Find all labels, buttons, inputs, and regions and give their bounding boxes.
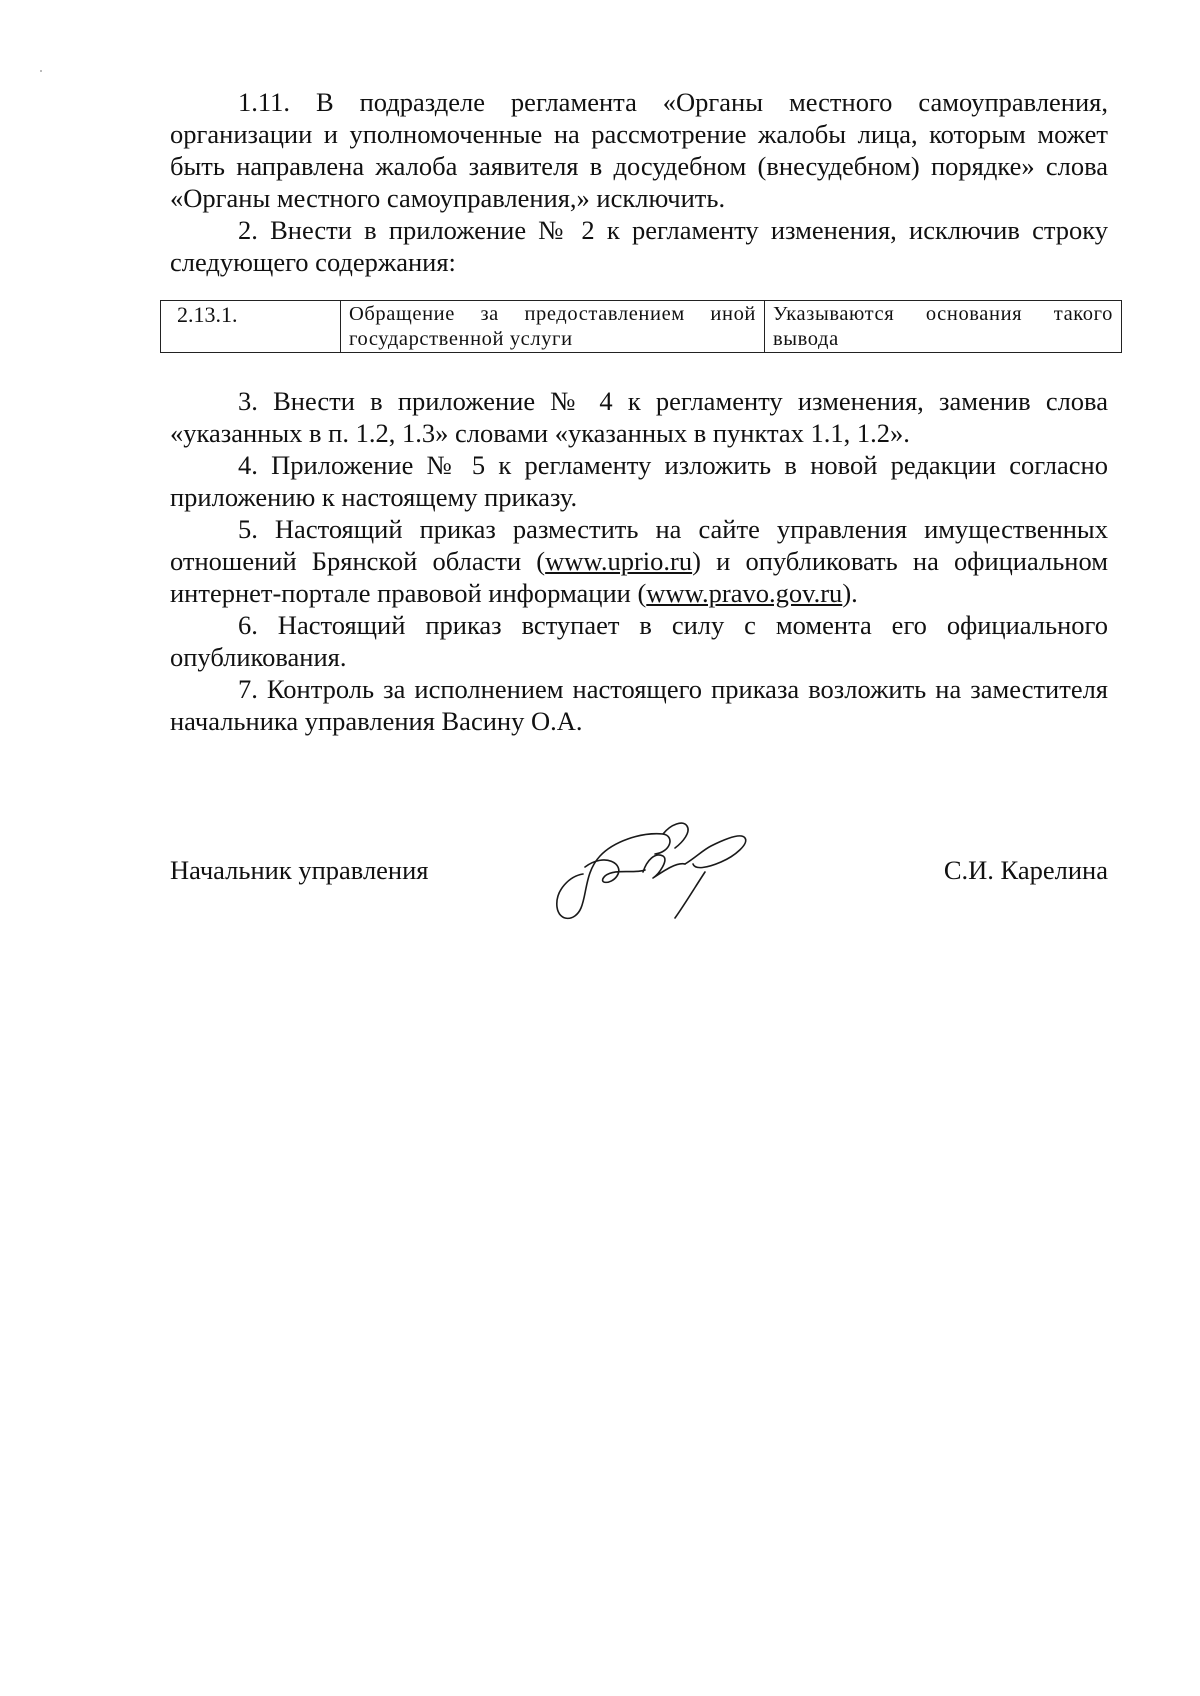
document-body — [170, 86, 1113, 737]
paragraph-2: 2. Внести в приложение № 2 к регламенту изменения, исключив строку следующего содержания: — [170, 215, 1108, 277]
scan-artifact — [40, 70, 42, 72]
paragraph-4: 4. Приложение № 5 к регламенту изложить в новой редакции согласно приложению к настоящему приказу. — [170, 450, 1108, 512]
paragraph-5 — [170, 513, 1108, 609]
table-cell-number: 2.13.1. — [161, 301, 341, 353]
handwritten-signature — [545, 812, 760, 927]
paragraph-1-11: 1.11. В подразделе регламента «Органы местного самоуправления, организации и уполномоченные на рассмотрение жалобы лица, которым может быть направлена жалоба заявителя в досудебном (внесудебном) порядке» слова «Органы местного самоуправления,» исключить. — [170, 87, 1108, 213]
paragraph-5-text-c: ). — [842, 578, 858, 608]
paragraph-6: 6. Настоящий приказ вступает в силу с момента его официального опубликования. — [170, 610, 1108, 672]
signatory-name: С.И. Карелина — [943, 855, 1108, 885]
excluded-row-table — [160, 300, 1122, 353]
paragraph-3: 3. Внести в приложение № 4 к регламенту изменения, заменив слова «указанных в п. 1.2, 1.3» словами «указанных в пунктах 1.1, 1.2». — [170, 386, 1108, 448]
signatory-position: Начальник управления — [170, 855, 429, 885]
link-uprio[interactable]: www.uprio.ru — [545, 546, 693, 576]
table-row — [161, 301, 1122, 353]
table-cell-name: Обращение за предоставлением иной государственной услуги — [341, 301, 765, 353]
paragraph-5-text-b: ) и опубликовать на официальном интернет-портале правовой информации ( — [170, 546, 1108, 608]
link-pravo[interactable]: www.pravo.gov.ru — [646, 578, 843, 608]
paragraph-7: 7. Контроль за исполнением настоящего приказа возложить на заместителя начальника управления Васину О.А. — [170, 674, 1108, 736]
table-cell-note: Указываются основания такого вывода — [765, 301, 1122, 353]
paragraph-5-text-a: 5. Настоящий приказ разместить на сайте управления имущественных отношений Брянской области ( — [170, 514, 1108, 576]
